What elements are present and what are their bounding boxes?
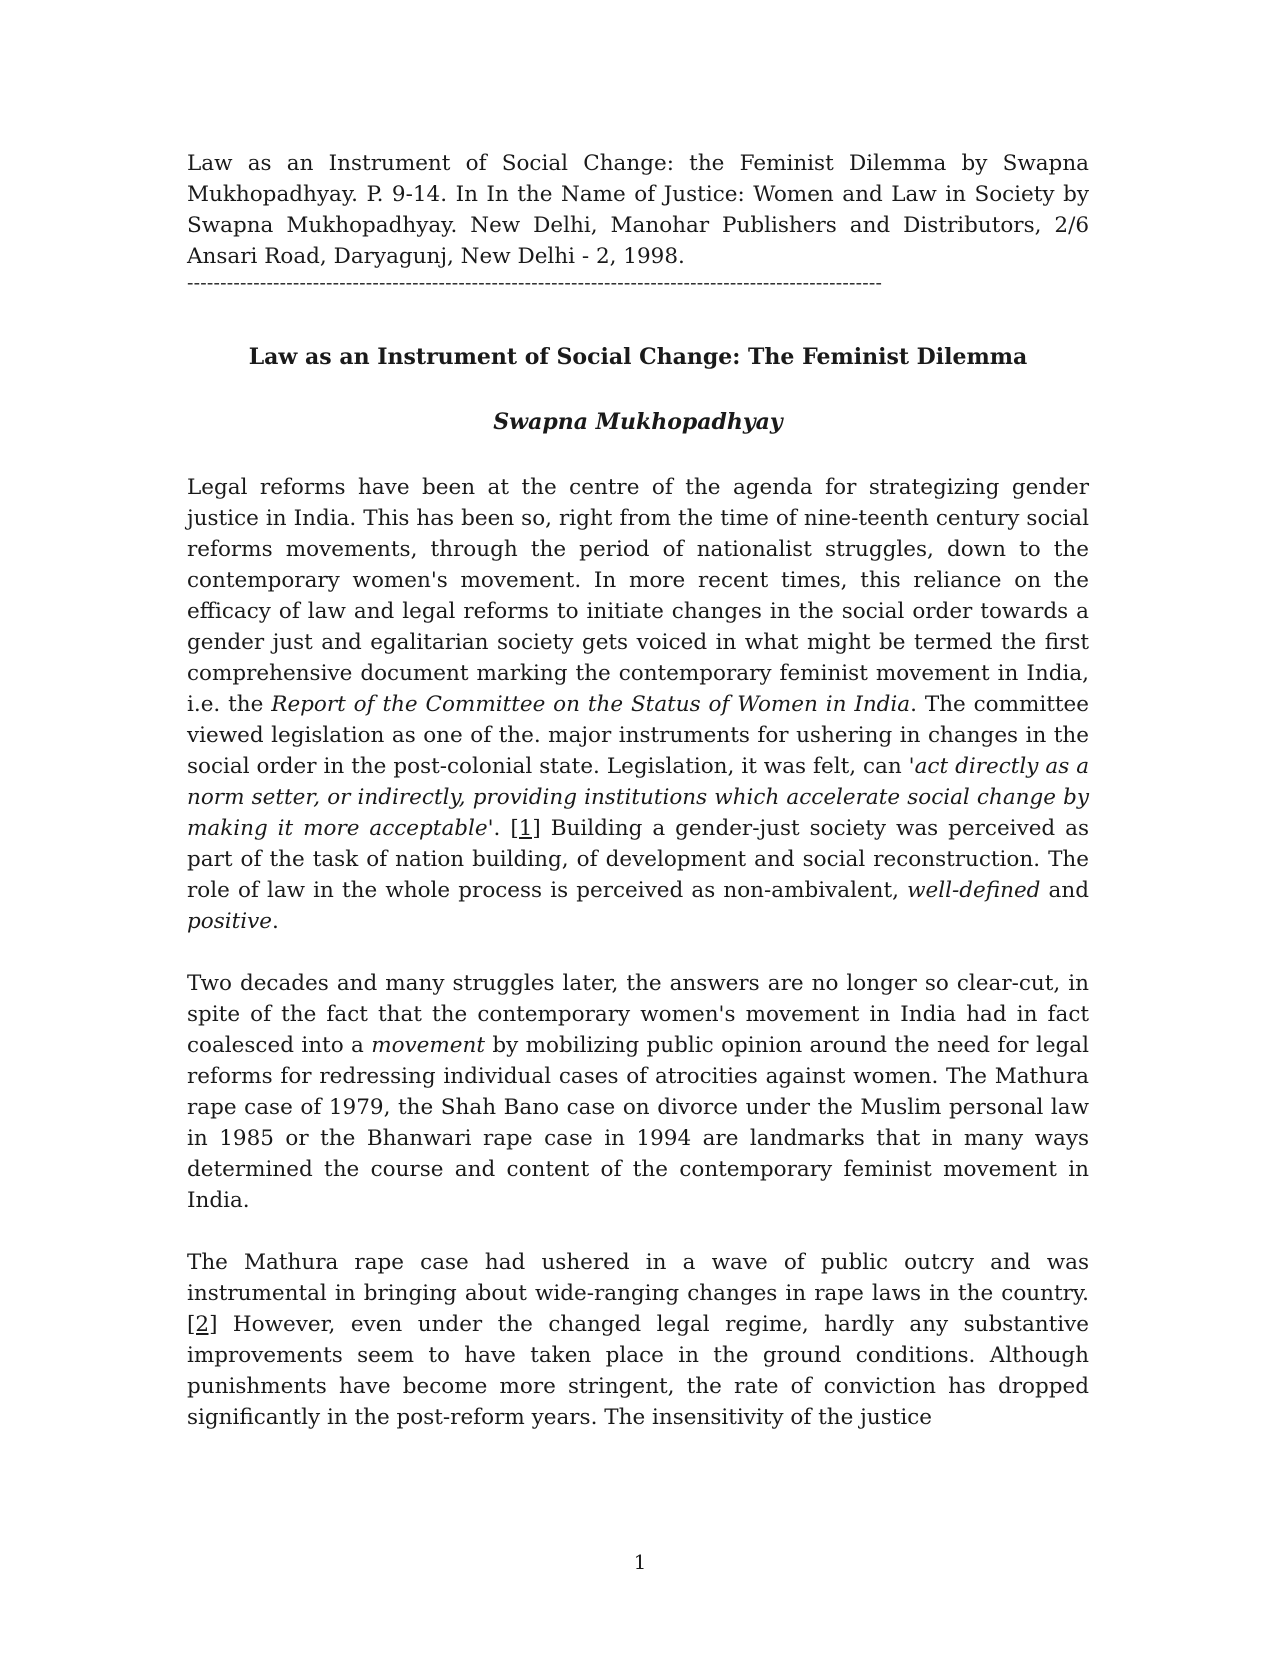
separator-line: ---------------------------------------------------------------------------------------------------------	[187, 272, 883, 294]
page-content	[187, 148, 1089, 1433]
article-author: Swapna Mukhopadhyay	[493, 409, 783, 435]
para1-text-1: Legal reforms have been at the centre of the agenda for strategizing gender justice in India. This has been so, right from the time of nine-teenth century social reforms movements, through the period of nationalist struggles, down to the contemporary women's movement. In more recent times, this reliance on the efficacy of law and legal reforms to initiate changes in the social order towards a gender just and egalitarian society gets voiced in what might be termed the first comprehensive document marking the contemporary feminist movement in India, i.e. the	[187, 475, 1089, 717]
footnote-link-2[interactable]: [2]	[187, 1312, 218, 1337]
para2-text-1: Two decades and many struggles later, the answers are no longer so clear-cut, in spite of the fact that the contemporary women's movement in India had in fact coalesced into a	[187, 971, 1089, 1058]
para3-text-2: However, even under the changed legal regime, hardly any substantive improvements seem to have taken place in the ground conditions. Although punishments have become more stringent, the rate of conviction has dropped significantly in the post-reform years. The insensitivity of the justice	[187, 1312, 1089, 1430]
para1-text-5: and	[1040, 878, 1089, 903]
para3-text-1: The Mathura rape case had ushered in a wave of public outcry and was instrumental in bringing about wide-ranging changes in rape laws in the country.	[187, 1250, 1089, 1306]
committee-quote: act directly as a norm setter, or indirectly, providing institutions which accelerate social change by making it more acceptable	[187, 754, 1090, 841]
paragraph-1	[187, 472, 1089, 937]
emphasis-positive: positive	[187, 909, 273, 934]
citation-text: Law as an Instrument of Social Change: the Feminist Dilemma by Swapna Mukhopadhyay. P. 9-14. In In the Name of Justice: Women and Law in Society by Swapna Mukhopadhyay. New Delhi, Manohar Publishers and Distributors, 2/6 Ansari Road, Daryagunj, New Delhi - 2, 1998.	[187, 151, 1089, 269]
footnote-link-1[interactable]: [1]	[510, 816, 541, 841]
para1-text-4: Building a gender-just society was perceived as part of the task of nation building, of development and social reconstruction. The role of law in the whole process is perceived as non-ambivalent,	[187, 816, 1089, 903]
para2-text-2: by mobilizing public opinion around the need for legal reforms for redressing individual cases of atrocities against women. The Mathura rape case of 1979, the Shah Bano case on divorce under the Muslim personal law in 1985 or the Bhanwari rape case in 1994 are landmarks that in many ways determined the course and content of the contemporary feminist movement in India.	[187, 1033, 1089, 1213]
para1-text-3: '.	[487, 816, 511, 841]
para1-text-6: .	[272, 909, 279, 934]
emphasis-well-defined: well-defined	[907, 878, 1041, 903]
emphasis-movement: movement	[371, 1033, 485, 1058]
page-number: 1	[633, 1550, 647, 1574]
report-title: Report of the Committee on the Status of Women in India	[271, 692, 911, 717]
article-title: Law as an Instrument of Social Change: The Feminist Dilemma	[248, 344, 1028, 370]
paragraph-2	[187, 968, 1089, 1216]
para1-text-2: . The committee viewed legislation as one of the. major instruments for ushering in changes in the social order in the post-colonial state. Legislation, it was felt, can '	[187, 692, 1090, 779]
paragraph-3	[187, 1247, 1089, 1433]
